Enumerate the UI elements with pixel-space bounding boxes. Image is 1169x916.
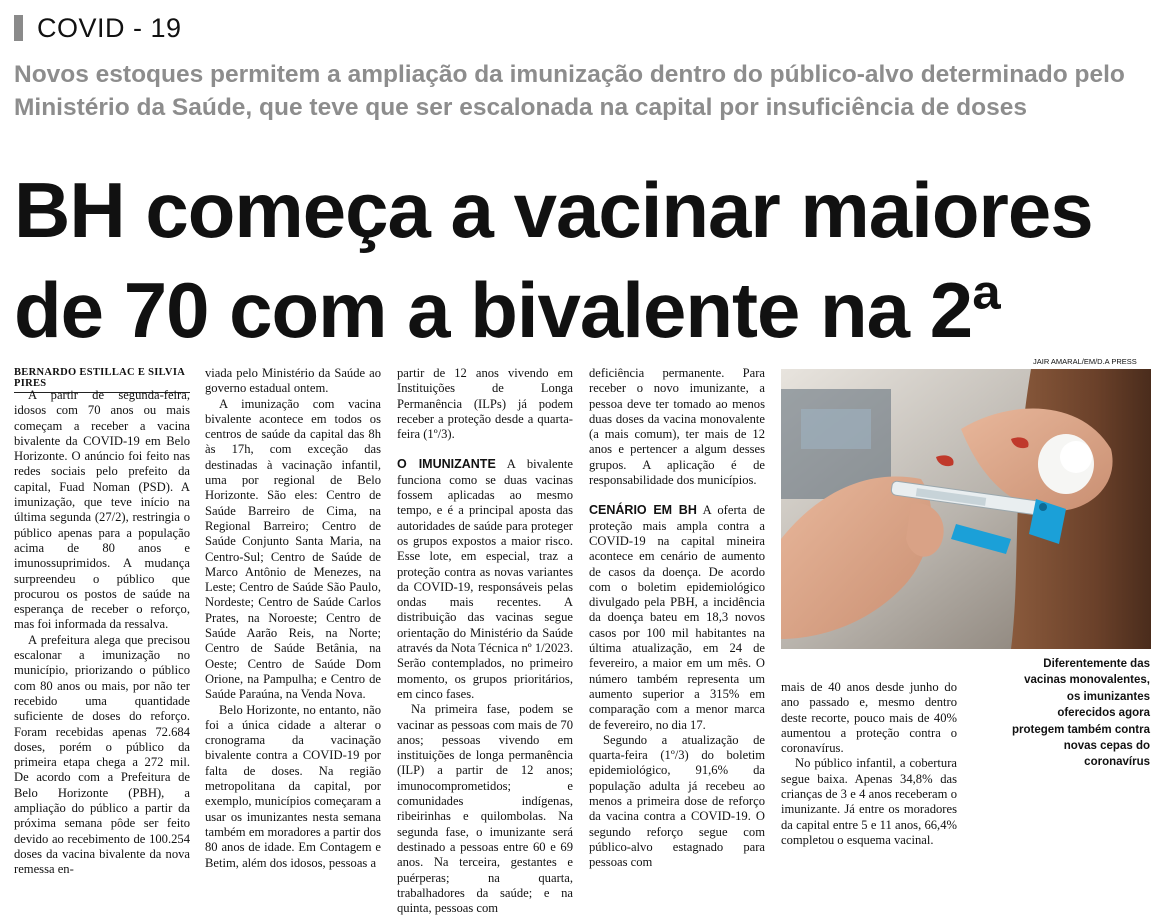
vaccination-illustration: [781, 369, 1151, 649]
paragraph: Na primeira fase, podem se vacinar as pessoas com mais de 70 anos; pessoas vivendo em instituições de longa permanência (ILP) a partir de 12 anos; imunocomprometidos; e comunidades indígenas, ribeirinhas e quilombolas. Na segunda fase, o imunizante será destinado a pessoas entre 60 e 69 anos. Na terceira, gestantes e puérperas; na quarta, trabalhadores da saúde; e na quinta, pessoas com: [397, 702, 573, 916]
article-column-2: [205, 366, 381, 871]
article-column-4: [589, 366, 765, 871]
photo-caption: Diferentemente das vacinas monovalentes, os imunizantes oferecidos agora protegem também contra novas cepas do coronavírus: [1011, 658, 1150, 769]
paragraph: deficiência permanente. Para receber o novo imunizante, a pessoa deve ter tomado ao menos duas doses da vacina monovalente (a mais comum), ter mais de 12 anos e pertencer a algum desses grupos. A aplicação é de responsabilidade dos municípios.: [589, 366, 765, 488]
paragraph: Segundo a atualização de quarta-feira (1º/3) do boletim epidemiológico, 91,6% da população adulta já recebeu ao menos a primeira dose de reforço da vacina contra a COVID-19. O segundo reforço segue com público-alvo estagnado para pessoas com: [589, 732, 765, 870]
article-column-5: [781, 680, 957, 848]
paragraph: partir de 12 anos vivendo em Instituições de Longa Permanência (ILPs) já podem receber a proteção desde a quarta-feira (1º/3).: [397, 366, 573, 442]
section-label: COVID - 19: [37, 12, 182, 43]
subhead-kicker: O IMUNIZANTE: [397, 457, 496, 472]
section-header: [14, 8, 182, 48]
paragraph: viada pelo Ministério da Saúde ao governo estadual ontem.: [205, 366, 381, 396]
photo-credit: JAIR AMARAL/EM/D.A PRESS: [1033, 357, 1137, 366]
paragraph: A prefeitura alega que precisou escalonar a imunização no município, priorizando o público com 80 anos ou mais, por não ter recebido uma quantidade suficiente de doses do reforço. Foram recebidas apenas 72.684 doses, porém o público da primeira etapa chega a 272 mil. De acordo com a Prefeitura de Belo Horizonte (PBH), a ampliação do público a partir da próxima semana pôde ser feito devido ao recebimento de 100.254 doses da vacina bivalente da nova remessa en-: [14, 632, 190, 877]
article-headline: [14, 160, 1164, 360]
headline-line-2: de 70 com a bivalente na 2ª: [14, 266, 1000, 354]
paragraph-with-kicker: [589, 503, 765, 732]
paragraph-text: A bivalente funciona como se duas vacinas fossem aplicadas ao mesmo tempo, e é a principal aposta das autoridades de saúde para proteger os grupos expostos a maior risco. Esse lote, em especial, traz a proteção contra as novas variantes da COVID-19, responsáveis pelas ondas mais recentes. A distribuição das vacinas segue orientação do Ministério da Saúde através da Nota Técnica nº 1/2023. Serão contemplados, no primeiro momento, os grupos prioritários, em cinco fases.: [397, 457, 573, 701]
article-column-1: [14, 388, 190, 878]
paragraph: A partir de segunda-feira, idosos com 70 anos ou mais começam a receber a vacina bivalente da COVID-19 em Belo Horizonte. O anúncio foi feito nas redes sociais pelo prefeito da capital, Fuad Noman (PSD). A imunização, que teve início na última segunda (27/2), restringia o público apenas para a população acima de 80 anos e imunossuprimidos. A mudança surpreendeu o público que procurou os postos de saúde na esperança de receber o reforço, mas foi informada da ressalva.: [14, 388, 190, 632]
paragraph-text: A oferta de proteção mais ampla contra a COVID-19 na capital mineira acontece em cenário de aumento de casos da doença. De acordo com o boletim epidemiológico divulgado pela PBH, a incidência da doença bateu em 18,3 novos casos por 100 mil habitantes na última atualização, em 24 de fevereiro, a maior em um mês. O número também representa um aumento superior a 315% em comparação com a menor marca de fevereiro, no dia 17.: [589, 503, 765, 732]
paragraph: Belo Horizonte, no entanto, não foi a única cidade a alterar o cronograma da vacinação bivalente contra a COVID-19 por falta de doses. Na região metropolitana da capital, por exemplo, municípios começaram a usar os imunizantes nesta semana também em moradores a partir dos 80 anos de idade. Em Contagem e Betim, além dos idosos, pessoas a: [205, 702, 381, 870]
paragraph: A imunização com vacina bivalente acontece em todos os centros de saúde da capital das 8h às 17h, com exceção das destinadas à vacinação infantil, uma por regional de Belo Horizonte. São eles: Centro de Saúde Barreiro de Cima, na Regional Barreiro; Centro de Saúde Conjunto Santa Maria, na Centro-Sul; Centro de Saúde de Marco Antônio de Menezes, na Leste; Centro de Saúde São Paulo, Nordeste; Centro de Saúde Carlos Prates, na Noroeste; Centro de Saúde Aarão Reis, na Norte; Centro de Saúde Betânia, na Oeste; Centro de Saúde Dom Orione, na Pampulha; e Centro de Saúde Paraúna, na Venda Nova.: [205, 396, 381, 702]
byline: BERNARDO ESTILLAC E SILVIA PIRES: [14, 367, 190, 393]
headline-line-1: BH começa a vacinar maiores: [14, 166, 1093, 254]
paragraph: No público infantil, a cobertura segue baixa. Apenas 34,8% das crianças de 3 e 4 anos receberam o imunizante. Já entre os moradores da capital entre 5 e 11 anos, 66,4% completou o esquema vacinal.: [781, 756, 957, 847]
paragraph: mais de 40 anos desde junho do ano passado e, mesmo dentro deste recorte, pouco mais de 40% aumentou a proteção contra o coronavírus.: [781, 680, 957, 756]
section-bar: [14, 15, 23, 41]
paragraph-with-kicker: [397, 457, 573, 702]
article-column-3: [397, 366, 573, 916]
article-deck: Novos estoques permitem a ampliação da imunização dentro do público-alvo determinado pelo Ministério da Saúde, que teve que ser escalonada na capital por insuficiência de doses: [14, 61, 1125, 121]
vaccination-photo: [781, 369, 1151, 649]
subhead-kicker: CENÁRIO EM BH: [589, 503, 697, 518]
